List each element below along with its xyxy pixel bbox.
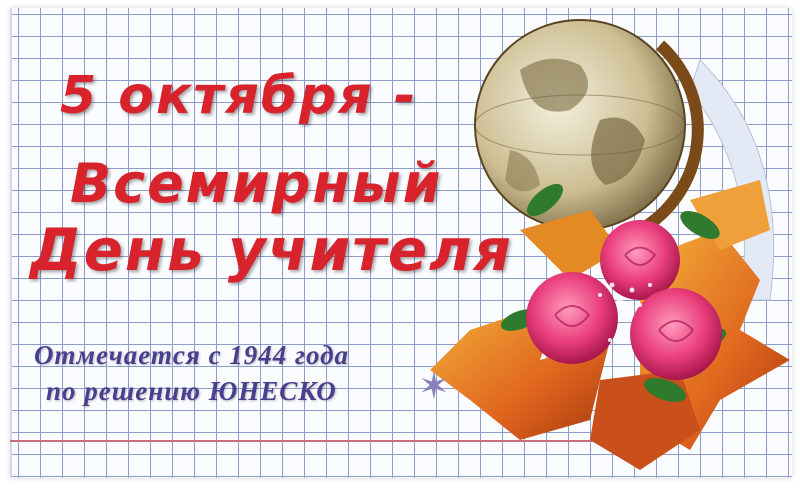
title-teachers-day: День учителя <box>30 216 513 284</box>
star-icon: ✶ <box>418 364 450 408</box>
title-date: 5 октября - <box>60 66 418 126</box>
title-world: Всемирный <box>70 152 443 215</box>
subtitle-unesco: по решению ЮНЕСКО <box>46 376 337 406</box>
subtitle-since: Отмечается с 1944 года <box>34 340 350 370</box>
